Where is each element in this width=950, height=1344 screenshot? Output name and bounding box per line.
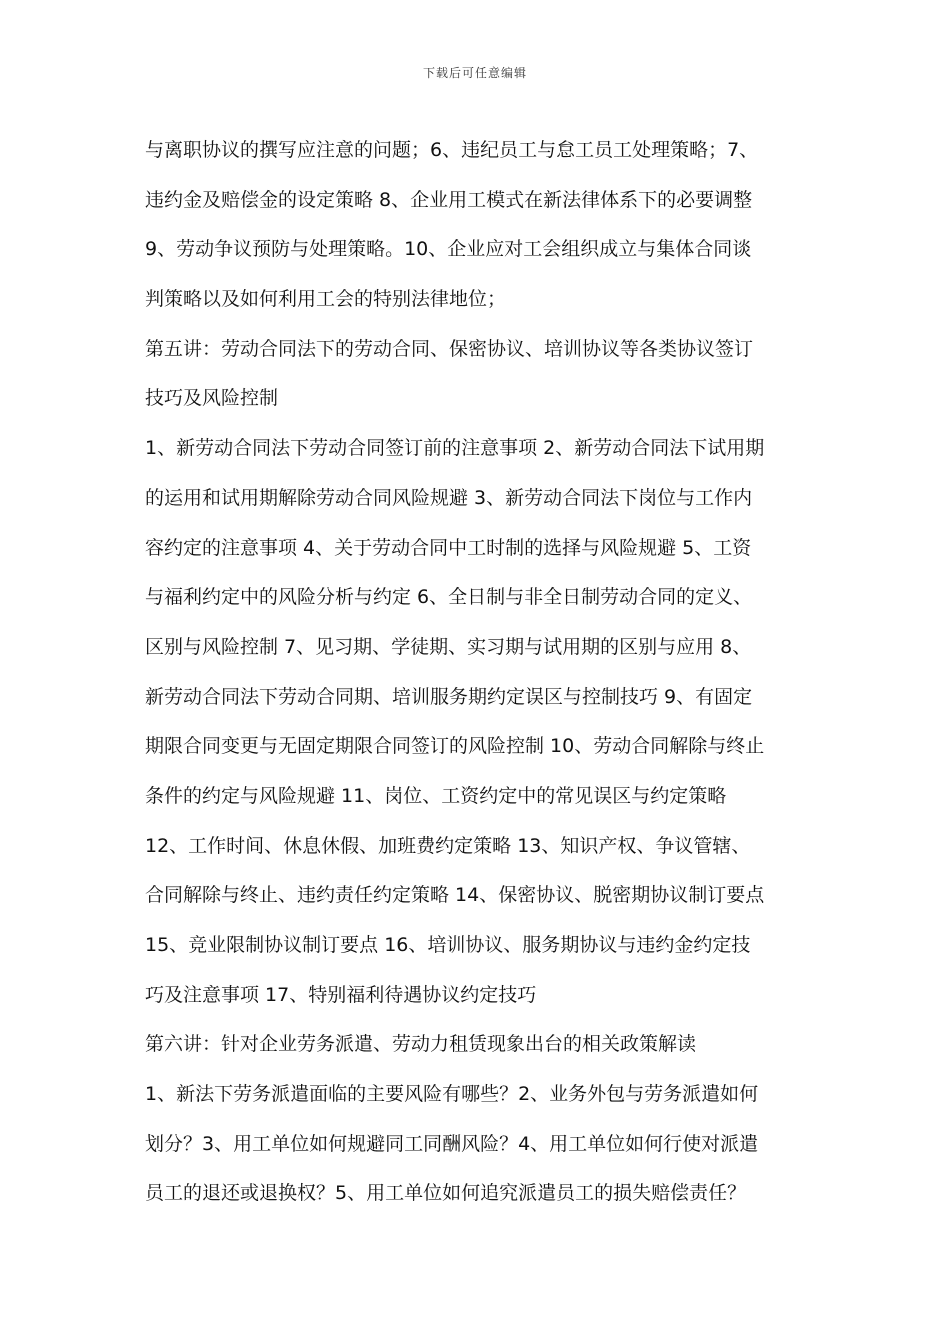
page-header: 下载后可任意编辑 bbox=[422, 66, 527, 80]
text-line: 违约金及赔偿金的设定策略 8、企业用工模式在新法律体系下的必要调整 bbox=[145, 188, 753, 211]
text-line: 12、工作时间、休息休假、加班费约定策略 13、知识产权、争议管辖、 bbox=[145, 834, 751, 857]
text-line: 容约定的注意事项 4、关于劳动合同中工时制的选择与风险规避 5、工资 bbox=[145, 536, 752, 559]
section-heading-line: 第五讲：劳动合同法下的劳动合同、保密协议、培训协议等各类协议签订 bbox=[145, 337, 754, 360]
text-line: 与离职协议的撰写应注意的问题；6、违纪员工与怠工员工处理策略；7、 bbox=[145, 139, 759, 161]
text-line: 1、新劳动合同法下劳动合同签订前的注意事项 2、新劳动合同法下试用期 bbox=[145, 437, 765, 460]
document-body bbox=[145, 128, 810, 1221]
text-line: 与福利约定中的风险分析与约定 6、全日制与非全日制劳动合同的定义、 bbox=[145, 586, 753, 609]
text-line: 1、新法下劳务派遣面临的主要风险有哪些？2、业务外包与劳务派遣如何 bbox=[145, 1083, 759, 1106]
text-line: 新劳动合同法下劳动合同期、培训服务期约定误区与控制技巧 9、有固定 bbox=[145, 685, 753, 708]
text-line: 15、竞业限制协议制订要点 16、培训协议、服务期协议与违约金约定技 bbox=[145, 934, 751, 956]
text-line: 区别与风险控制 7、见习期、学徒期、实习期与试用期的区别与应用 8、 bbox=[145, 635, 752, 658]
text-line: 的运用和试用期解除劳动合同风险规避 3、新劳动合同法下岗位与工作内 bbox=[145, 486, 753, 509]
text-line: 条件的约定与风险规避 11、岗位、工资约定中的常见误区与约定策略 bbox=[145, 784, 727, 807]
text-line: 巧及注意事项 17、特别福利待遇协议约定技巧 bbox=[145, 983, 537, 1006]
section-heading-line: 第六讲：针对企业劳务派遣、劳动力租赁现象出台的相关政策解读 bbox=[145, 1033, 697, 1056]
text-line: 9、劳动争议预防与处理策略。10、企业应对工会组织成立与集体合同谈 bbox=[145, 238, 752, 261]
text-line: 判策略以及如何利用工会的特别法律地位； bbox=[145, 288, 507, 311]
text-line: 合同解除与终止、违约责任约定策略 14、保密协议、脱密期协议制订要点 bbox=[145, 884, 765, 907]
section-heading-line: 技巧及风险控制 bbox=[145, 387, 279, 410]
text-line: 期限合同变更与无固定期限合同签订的风险控制 10、劳动合同解除与终止 bbox=[145, 735, 765, 758]
text-line: 划分？3、用工单位如何规避同工同酬风险？4、用工单位如何行使对派遣 bbox=[145, 1132, 759, 1155]
text-line: 员工的退还或退换权？5、用工单位如何追究派遣员工的损失赔偿责任？ bbox=[145, 1182, 747, 1205]
